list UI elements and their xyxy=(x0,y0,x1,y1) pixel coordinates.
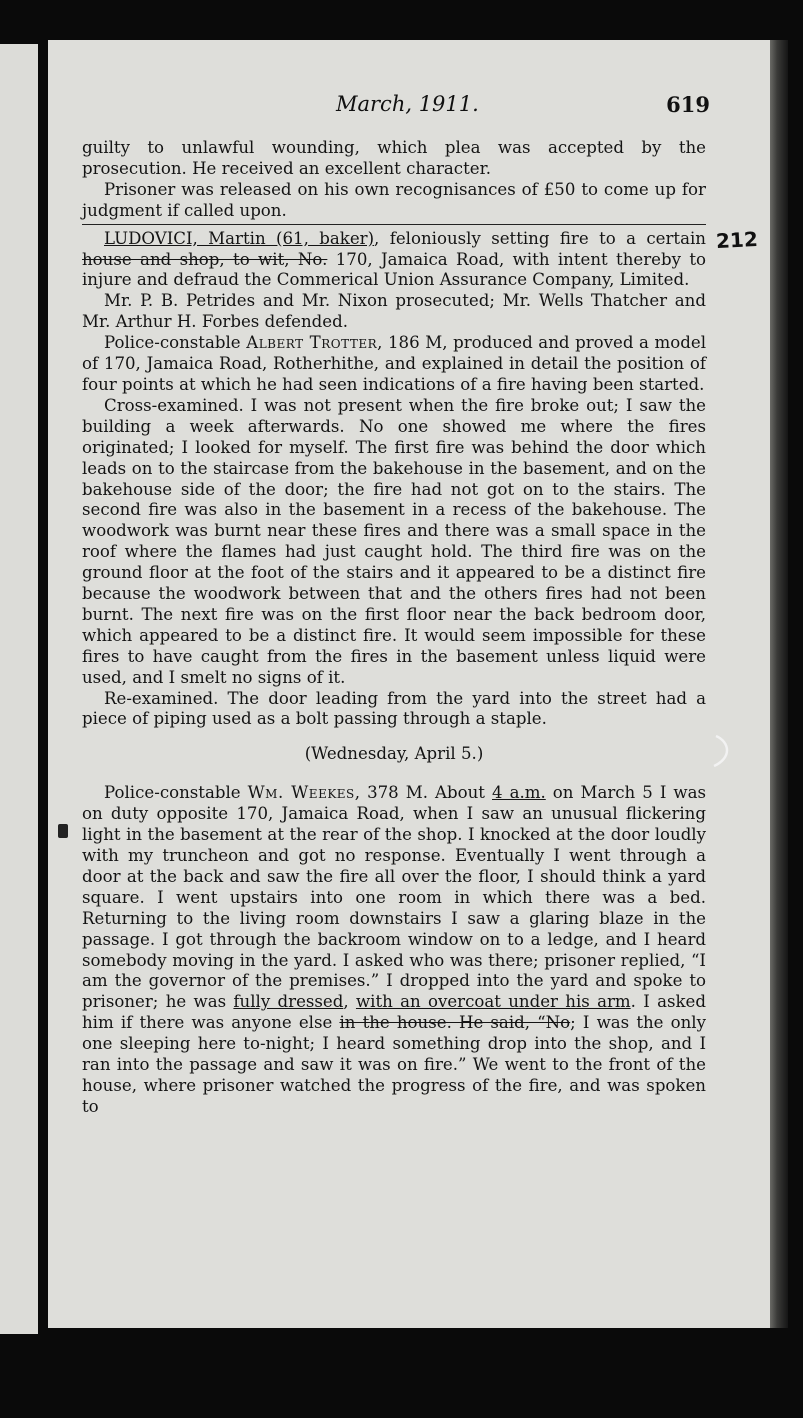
handwritten-margin-note: 212 xyxy=(715,226,759,254)
paragraph xyxy=(82,333,706,396)
paragraph: Mr. P. B. Petrides and Mr. Nixon prosecuted; Mr. Wells Thatcher and Mr. Arthur H. Forbes defended. xyxy=(82,291,706,332)
underlined-text: fully dressed xyxy=(233,992,344,1012)
text-run: Police-constable xyxy=(104,333,247,353)
text-run: on March 5 I was on duty opposite 170, Jamaica Road, when I saw an unusual flickering light in the basement at the rear of the shop. I knocked at the door loudly with my truncheon and got no response. Eventually I went through a door at the back and saw the fire all over the floor, I should think a yard square. I went upstairs into one room in which there was a bed. Returning to the living room downstairs I saw a glaring blaze in the passage. I got through the backroom window on to a ledge, and I heard somebody moving in the yard. I asked who was there; prisoner replied, “I am the governor of the premises.” I dropped into the yard and spoke to prisoner; he was xyxy=(82,783,707,1012)
text-run: , xyxy=(343,992,356,1012)
witness-name: Wm. Weekes xyxy=(247,783,355,803)
paragraph: Cross-examined. I was not present when the fire broke out; I saw the building a week afterwards. No one showed me where the fires originated; I looked for myself. The first fire was behind the door which leads on to the staircase from the bakehouse in the basement, and on the bakehouse side of the door; the fire had not got on to the stairs. The second fire was also in the basement in a recess of the bakehouse. The woodwork was burnt near these fires and there was a small space in the roof where the flames had just caught hold. The third fire was on the ground floor at the foot of the stairs and it appeared to be a distinct fire because the woodwork between that and the others fires had not been burnt. The next fire was on the first floor near the back bedroom door, which appeared to be a distinct fire. It would seem impossible for these fires to have caught from the fires in the basement unless liquid were used, and I smelt no signs of it. xyxy=(82,395,706,687)
text-run: , 186 M, produced and proved a model of 170, Jamaica Road, Rotherhithe, and explained in detail the position of four points at which he had seen indications of a fire having been started. xyxy=(82,333,706,394)
paragraph xyxy=(82,783,706,1118)
defendant-name: LUDOVICI, Martin (61, baker) xyxy=(104,228,375,248)
section-divider xyxy=(82,224,706,225)
underlined-text: 4 a.m. xyxy=(492,783,546,803)
ink-mark xyxy=(58,824,68,838)
document-body xyxy=(82,138,706,1118)
text-run: , feloniously setting fire to a certain xyxy=(374,228,706,248)
text-run: ; I was the only one sleeping here to-night; I heard something drop into the shop, and I ran into the passage and saw it was on fire.” We went to the front of the house, where prisoner watched the progress of the fire, and was spoken to xyxy=(82,1013,706,1116)
paragraph: guilty to unlawful wounding, which plea was accepted by the prosecution. He received an excellent character. xyxy=(82,138,706,178)
date-subheading: (Wednesday, April 5.) xyxy=(304,744,484,764)
adjacent-page-edge xyxy=(0,44,38,1334)
page-number: 619 xyxy=(666,92,710,117)
struck-text: in the house. He said, “No xyxy=(339,1013,571,1033)
paragraph: Re-examined. The door leading from the yard into the street had a piece of piping used as a bolt passing through a staple. xyxy=(82,688,706,729)
text-run: , 378 M. About xyxy=(354,783,492,803)
witness-name: Albert Trotter xyxy=(246,333,378,353)
paragraph: Prisoner was released on his own recognisances of £50 to come up for judgment if called upon. xyxy=(82,179,706,220)
page-binding-edge xyxy=(770,40,788,1328)
header-date: March, 1911. xyxy=(336,92,479,116)
text-run: . I asked him if there was anyone else xyxy=(82,992,706,1033)
handwritten-bracket-mark xyxy=(710,732,746,772)
case-heading xyxy=(82,229,706,292)
underlined-text: with an overcoat under his arm xyxy=(355,992,631,1012)
struck-text: house and shop, to wit, No. xyxy=(82,249,328,269)
text-run: Police-constable xyxy=(104,783,248,803)
text-run: 170, Jamaica Road, with intent thereby to injure and defraud the Commerical Union Assurance Company, Limited. xyxy=(82,249,706,290)
running-header xyxy=(50,92,710,122)
